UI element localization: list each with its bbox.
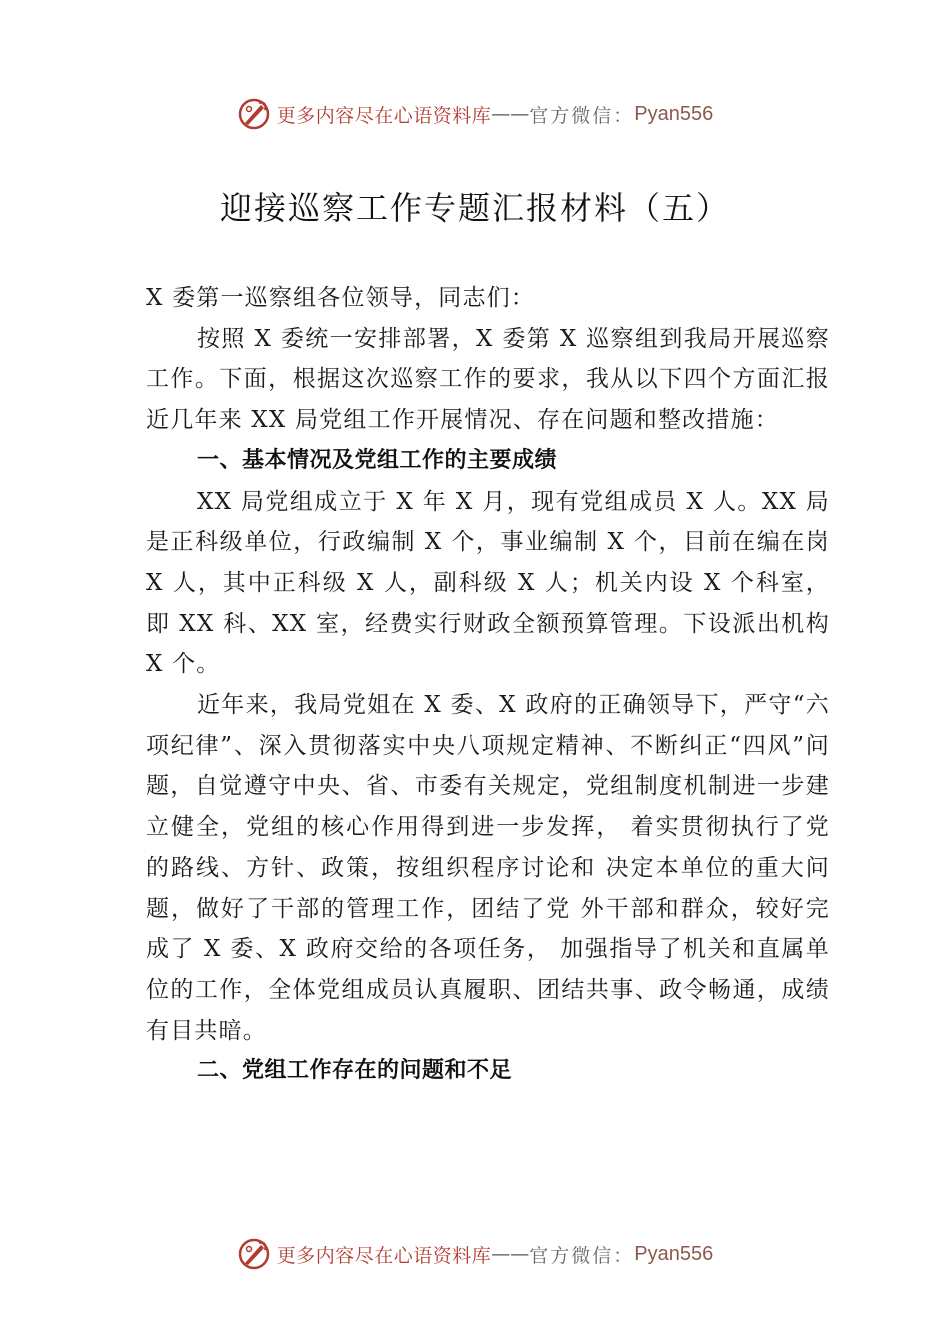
section-1-heading: 一、基本情况及党组工作的主要成绩: [197, 447, 558, 473]
section-1-paragraph-2: 近年来，我局党姐在 X 委、X 政府的正确领导下，严守“六项纪律”、深入贯彻落实中央八项规定精神、不断纠正“四风”问题，自觉遵守中央、省、市委有关规定，党组制度机制进一步建立健全，党组的核心作用得到进一步发挥， 着实贯彻执行了党的路线、方针、政策，按组织程序讨论和 决定本单位的重大问题，做好了干部的管理工作，团结了党 外干部和群众，较好完成了 X 委、X 政府交给的各项任务， 加强指导了机关和直属单位的工作，全体党组成员认真履职、团结共事、政令畅通，成绩有目共暗。: [146, 692, 830, 1044]
document-body: [146, 278, 830, 1092]
banner-wechat-id: Pyan556: [634, 102, 714, 125]
banner-dash: ——: [491, 1243, 530, 1265]
salutation: X 委第一巡察组各位领导，同志们：: [146, 285, 536, 311]
quill-seal-logo-icon: [237, 1237, 271, 1271]
document-title: 迎接巡察工作专题汇报材料（五）: [219, 189, 730, 227]
intro-paragraph: 按照 X 委统一安排部署，X 委第 X 巡察组到我局开展巡察工作。下面，根据这次巡察工作的要求，我从以下四个方面汇报近几年来 XX 局党组工作开展情况、存在问题和整改措施：: [146, 325, 830, 434]
footer-watermark-banner: [0, 1234, 950, 1274]
banner-site-text: 更多内容尽在心语资料库: [276, 104, 492, 127]
banner-dash: ——: [491, 103, 530, 125]
section-1-paragraph-1: XX 局党组成立于 X 年 X 月，现有党组成员 X 人。XX 局是正科级单位，行政编制 X 个，事业编制 X 个，目前在编在岗 X 人，其中正科级 X 人，副科级 X 人；机关内设 X 个科室，即 XX 科、XX 室，经费实行财政全额预算管理。下设派出机构 X 个。: [146, 488, 830, 678]
banner-wechat-id: Pyan556: [634, 1242, 714, 1265]
banner-wechat-label: 官方微信：: [529, 1244, 635, 1267]
header-watermark-banner: [0, 94, 950, 134]
quill-seal-logo-icon: [237, 97, 271, 131]
section-2-heading: 二、党组工作存在的问题和不足: [197, 1058, 513, 1084]
banner-wechat-label: 官方微信：: [529, 104, 635, 127]
banner-site-text: 更多内容尽在心语资料库: [276, 1244, 492, 1267]
